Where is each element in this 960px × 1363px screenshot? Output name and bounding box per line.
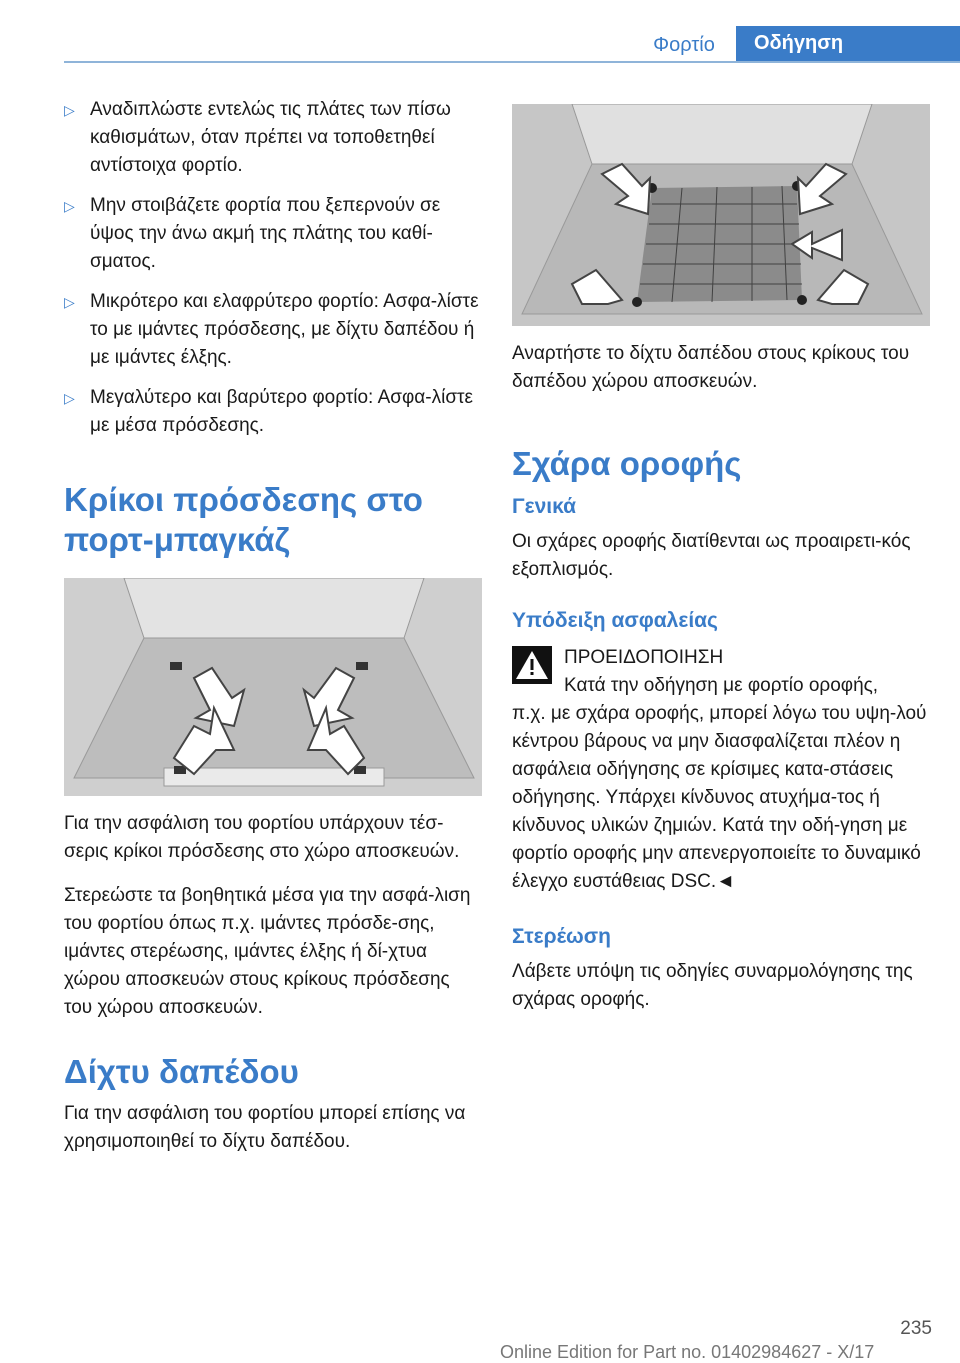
left-column <box>64 96 482 1172</box>
triangle-bullet-icon: ▷ <box>64 390 75 406</box>
subsection-title-mounting: Στερέωση <box>512 925 611 948</box>
warning-block <box>512 644 932 896</box>
paragraph: Λάβετε υπόψη τις οδηγίες συναρμολόγησης της σχάρας οροφής. <box>512 961 913 1010</box>
triangle-bullet-icon: ▷ <box>64 198 75 214</box>
section-title-lashing-eyes: Κρίκοι πρόσδεσης στο πορτ-μπαγκάζ <box>64 481 423 558</box>
paragraph: Για την ασφάλιση του φορτίου υπάρχουν τέσ-σερις κρίκοι πρόσδεσης στο χώρο αποσκευών. <box>64 813 460 862</box>
edition-footer: Online Edition for Part no. 01402984627 - X/17 <box>500 1342 875 1362</box>
right-column <box>512 104 932 1030</box>
bullet-item: ▷ Μεγαλύτερο και βαρύτερο φορτίο: Ασφα-λίστε με μέσα πρόσδεσης. <box>64 384 482 440</box>
section-title-roof-rack: Σχάρα οροφής <box>512 445 742 482</box>
paragraph: Για την ασφάλιση του φορτίου μπορεί επίσης να χρησιμοποιηθεί το δίχτυ δαπέδου. <box>64 1103 466 1152</box>
bullet-item: ▷ Αναδιπλώστε εντελώς τις πλάτες των πίσω καθισμάτων, όταν πρέπει να τοποθετηθεί αντίστοιχα φορτίο. <box>64 96 482 180</box>
cargo-lashing-eyes-figure <box>64 578 482 796</box>
triangle-bullet-icon: ▷ <box>64 294 75 310</box>
paragraph: Οι σχάρες οροφής διατίθενται ως προαιρετι-κός εξοπλισμός. <box>512 531 911 580</box>
floor-net-figure <box>512 104 930 326</box>
bullet-item: ▷ Μην στοιβάζετε φορτία που ξεπερνούν σε ύψος την άνω ακμή της πλάτης του καθί-σματος. <box>64 192 482 276</box>
trunk-illustration <box>64 578 482 796</box>
section-title-floor-net: Δίχτυ δαπέδου <box>64 1053 299 1090</box>
warning-triangle-icon <box>512 646 552 684</box>
header-tab-cargo[interactable]: Φορτίο <box>653 34 715 56</box>
subsection-title-safety: Υπόδειξη ασφαλείας <box>512 609 718 632</box>
header-rule <box>64 61 960 63</box>
triangle-bullet-icon: ▷ <box>64 102 75 118</box>
page-number: 235 <box>900 1318 932 1339</box>
paragraph: Στερεώστε τα βοηθητικά μέσα για την ασφά-λιση του φορτίου όπως π.χ. ιμάντες πρόσδε-σης, ιμάντες στερέωσης, ιμάντες έλξης ή δί-χτυα χώρου αποσκευών στους κρίκους πρόσδεσης του χώρου αποσκευών. <box>64 885 471 1018</box>
warning-heading: ΠΡΟΕΙΔΟΠΟΙΗΣΗ <box>564 647 724 668</box>
warning-text: π.χ. με σχάρα οροφής, μπορεί λόγω του υψη-λού κέντρου βάρους να μην διασφαλίζεται πλέον η ασφάλεια οδήγησης σε κρίσιμες κατα-στάσεις οδήγησης. Υπάρχει κίνδυνος ατυχήμα-τος ή κίνδυνος υλικών ζημιών. Κατά την οδή-γηση με φορτίο οροφής μην απενεργοποιείτε το δυναμικό έλεγχο ευστάθειας DSC.◄ <box>512 703 927 892</box>
bullet-item: ▷ Μικρότερο και ελαφρύτερο φορτίο: Ασφα-λίστε το με ιμάντες πρόσδεσης, με δίχτυ δαπέδου ή με ιμάντες έλξης. <box>64 288 482 372</box>
floor-net-illustration <box>512 104 930 326</box>
figure-caption: Αναρτήστε το δίχτυ δαπέδου στους κρίκους του δαπέδου χώρου αποσκευών. <box>512 343 910 392</box>
header-tab-driving[interactable]: Οδήγηση <box>736 26 960 61</box>
subsection-title-general: Γενικά <box>512 495 577 518</box>
warning-first-line: Κατά την οδήγηση με φορτίο οροφής, <box>564 675 879 696</box>
